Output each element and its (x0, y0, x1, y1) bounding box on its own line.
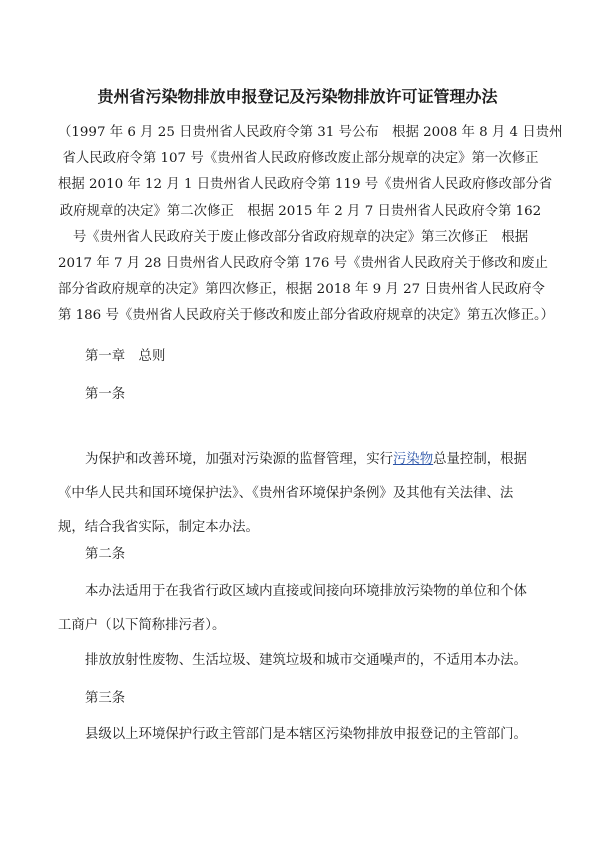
preamble-line: 2017 年 7 月 28 日贵州省人民政府令第 176 号《贵州省人民政府关于修改和废止 (58, 255, 548, 271)
chapter-heading: 第一章 总则 (85, 349, 166, 364)
article-1-body (58, 446, 543, 542)
preamble-line: 政府规章的决定》第二次修正 根据 2015 年 2 月 7 日贵州省人民政府令第 162 (59, 203, 542, 219)
body-line: 规，结合我省实际，制定本办法。 (58, 520, 259, 535)
body-line: 工商户（以下简称排污者）。 (58, 618, 226, 633)
preamble-line: （1997 年 6 月 25 日贵州省人民政府令第 31 号公布 根据 2008 年 8 月 4 日贵州 (58, 125, 563, 140)
article-heading: 第三条 (85, 691, 126, 706)
preamble-line: 根据 2010 年 12 月 1 日贵州省人民政府令第 119 号《贵州省人民政府修改部分省 (58, 177, 553, 193)
preamble-line: 省人民政府令第 107 号《贵州省人民政府修改废止部分规章的决定》第一次修正 (62, 151, 539, 167)
article-3-body: 县级以上环境保护行政主管部门是本辖区污染物排放申报登记的主管部门。 (85, 727, 527, 742)
article-2-body (58, 578, 543, 640)
preamble-line: 第 186 号《贵州省人民政府关于修改和废止部分省政府规章的决定》第五次修正。） (58, 308, 555, 324)
article-2-paragraph-2: 排放放射性废物、生活垃圾、建筑垃圾和城市交通噪声的，不适用本办法。 (85, 653, 527, 668)
preamble-line: 号《贵州省人民政府关于废止修改部分省政府规章的决定》第三次修正 根据 (72, 229, 529, 245)
preamble-line: 部分省政府规章的决定》第四次修正，根据 2018 年 9 月 27 日贵州省人民政府令 (58, 282, 545, 298)
body-line: 《中华人民共和国环境保护法》、《贵州省环境保护条例》及其他有关法律、法 (58, 486, 514, 501)
article-heading: 第一条 (85, 387, 126, 402)
revision-history-preamble (58, 120, 563, 330)
article-heading: 第二条 (85, 547, 126, 562)
document-title: 贵州省污染物排放申报登记及污染物排放许可证管理办法 (97, 87, 498, 106)
body-text: 为保护和改善环境，加强对污染源的监督管理，实行 (85, 452, 393, 467)
body-text: 总量控制，根据 (433, 452, 527, 467)
body-line (58, 446, 543, 474)
pollutant-link[interactable]: 污染物 (392, 452, 434, 467)
body-line: 本办法适用于在我省行政区域内直接或间接向环境排放污染物的单位和个体 (85, 584, 527, 599)
